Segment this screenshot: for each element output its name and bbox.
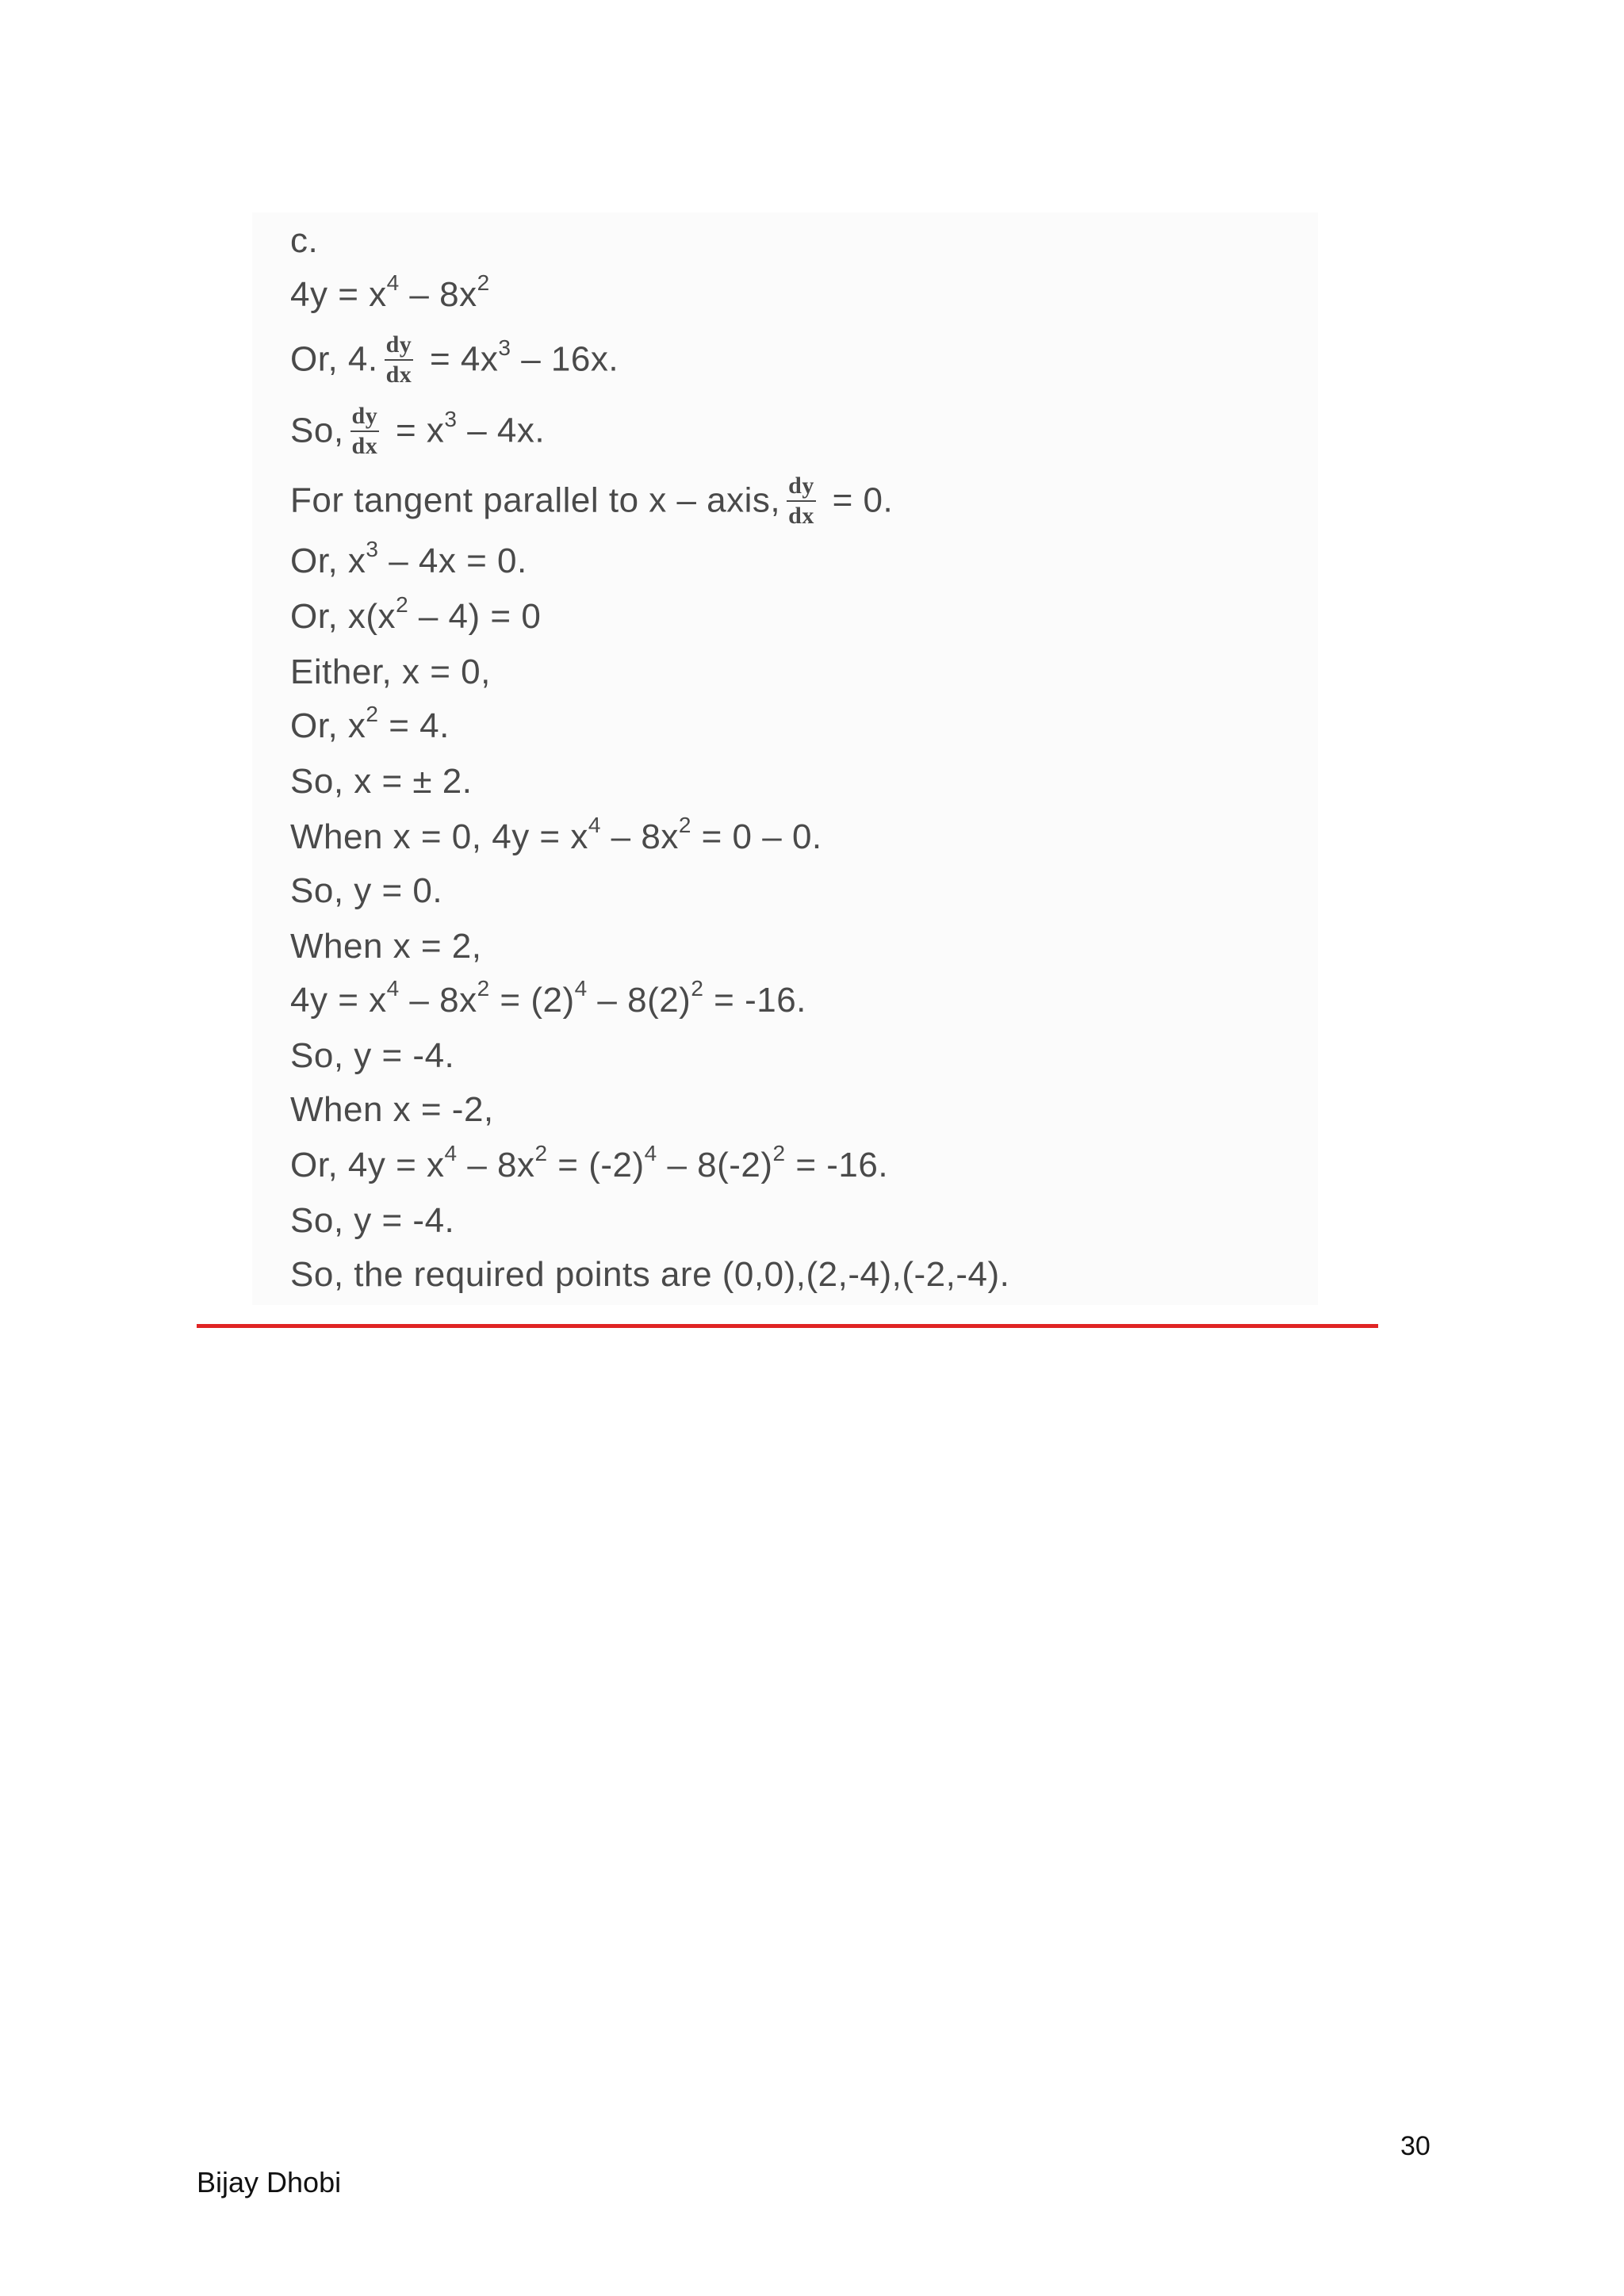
conclusion-line: So, the required points are (0,0),(2,-4),(-2,-4). bbox=[290, 1255, 1010, 1294]
page-number: 30 bbox=[1400, 2131, 1431, 2161]
equation-line-8: Or, $x^2 = 4$. bbox=[290, 702, 450, 745]
fraction-dy-dx: $\frac{dy}{dx}$ bbox=[385, 331, 412, 388]
section-divider bbox=[197, 1324, 1378, 1328]
equation-line-11: So, y = 0. bbox=[290, 871, 443, 910]
fraction-dy-dx: $\frac{dy}{dx}$ bbox=[351, 403, 378, 459]
equation-line-2: Or, 4. $\frac{dy}{dx}$ = $4x^3 - 16x$. bbox=[290, 331, 619, 388]
author-name: Bijay Dhobi bbox=[197, 2166, 342, 2198]
equation-line-9: So, x = ± 2. bbox=[290, 762, 473, 801]
equation-line-5: Or, $x^3 - 4x = 0$. bbox=[290, 537, 527, 580]
fraction-dy-dx: $\frac{dy}{dx}$ bbox=[788, 473, 814, 529]
equation-line-17: So, y = -4. bbox=[290, 1201, 455, 1240]
equation-line-6: Or, $x(x^2 - 4) = 0$ bbox=[290, 592, 542, 636]
part-label: c. bbox=[290, 221, 319, 260]
equation-line-14: So, y = -4. bbox=[290, 1036, 455, 1075]
equation-line-7: Either, x = 0, bbox=[290, 652, 491, 691]
equation-line-13: $4y = x^4 - 8x^2 = (2)^4 - 8(2)^2 = -16$. bbox=[290, 976, 806, 1020]
equation-line-1: $4y = x^4 - 8x^2$ bbox=[290, 270, 490, 314]
equation-line-12: When x = 2, bbox=[290, 927, 482, 966]
equation-line-15: When x = -2, bbox=[290, 1090, 494, 1129]
equation-line-4: For tangent parallel to x – axis, $\frac{dy}{dx}$ = 0. bbox=[290, 473, 894, 529]
equation-line-3: So, $\frac{dy}{dx}$ = $x^3 - 4x$. bbox=[290, 403, 546, 459]
equation-line-10: When x = 0, $4y = x^4 - 8x^2 = 0 - 0$. bbox=[290, 813, 822, 856]
equation-line-16: Or, $4y = x^4 - 8x^2 = (-2)^4 - 8(-2)^2 = -16$. bbox=[290, 1141, 889, 1184]
